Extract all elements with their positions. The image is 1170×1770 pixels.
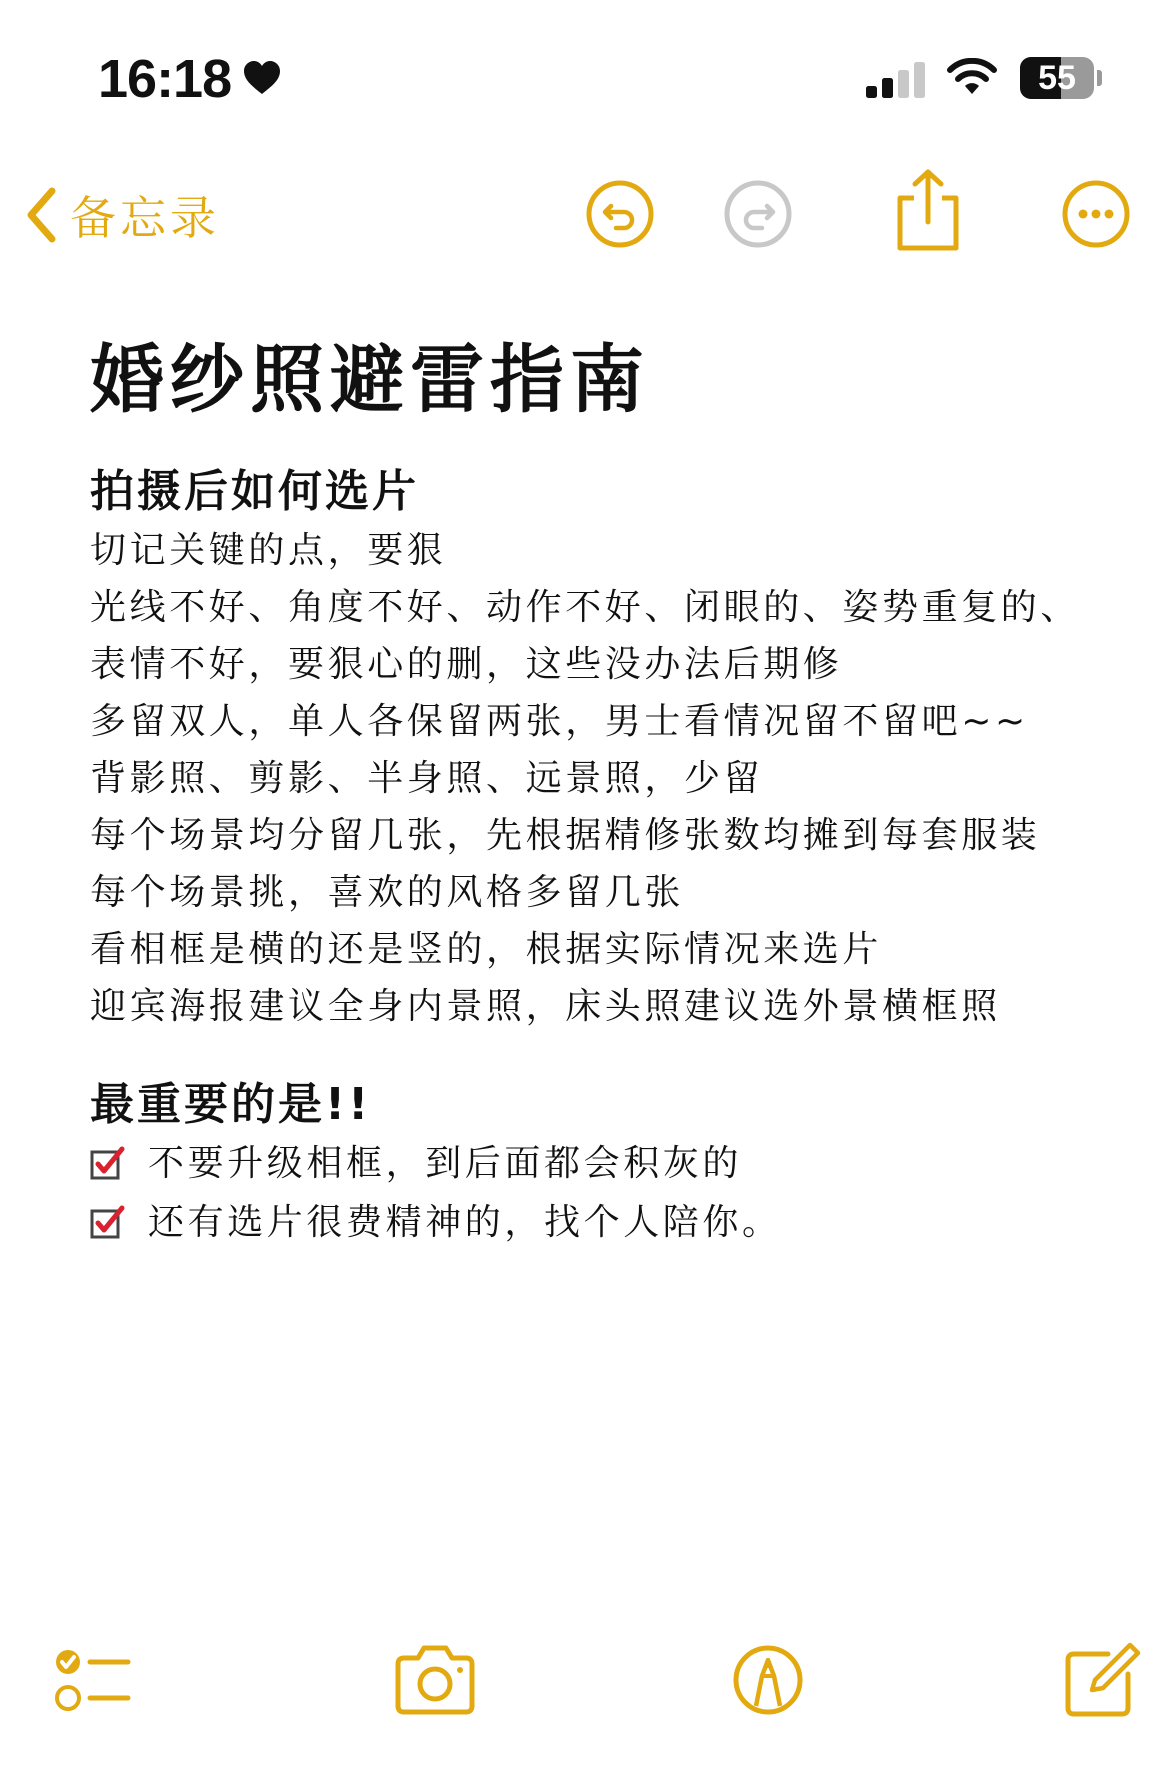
status-time: 16:18: [98, 49, 232, 109]
note-line: 每个场景均分留几张，先根据精修张数均摊到每套服装: [90, 815, 1041, 856]
compose-icon[interactable]: [1062, 1640, 1142, 1720]
cellular-signal-icon: [866, 62, 928, 98]
section-heading-selection: 拍摄后如何选片: [90, 466, 419, 517]
checklist: [90, 1135, 1100, 1251]
heart-icon: [242, 60, 282, 96]
undo-icon[interactable]: [584, 178, 656, 250]
checklist-item-label: 还有选片很费精神的，找个人陪你。: [148, 1202, 782, 1243]
section-heading-important: 最重要的是!!: [90, 1079, 372, 1130]
checked-box-icon: [90, 1205, 126, 1241]
note-title: 婚纱照避雷指南: [90, 337, 650, 423]
wifi-icon: [946, 58, 998, 98]
note-line: 光线不好、角度不好、动作不好、闭眼的、姿势重复的、: [90, 587, 1081, 628]
note-line: 背影照、剪影、半身照、远景照，少留: [90, 758, 764, 799]
checklist-item[interactable]: [90, 1135, 1100, 1192]
note-line: 切记关键的点，要狠: [90, 530, 447, 571]
camera-icon[interactable]: [392, 1640, 478, 1720]
checked-box-icon: [90, 1146, 126, 1182]
battery-icon: [1020, 57, 1102, 99]
more-icon[interactable]: [1060, 178, 1132, 250]
note-line: 多留双人，单人各保留两张，男士看情况留不留吧~~: [90, 701, 1029, 742]
note-line: 每个场景挑，喜欢的风格多留几张: [90, 872, 685, 913]
redo-icon[interactable]: [722, 178, 794, 250]
note-line: 表情不好，要狠心的删，这些没办法后期修: [90, 644, 843, 685]
checklist-item-label: 不要升级相框，到后面都会积灰的: [148, 1143, 743, 1184]
bottom-toolbar: [0, 1620, 1170, 1740]
markup-pen-icon[interactable]: [732, 1644, 804, 1716]
checklist-item[interactable]: [90, 1194, 1100, 1251]
chevron-left-icon: [26, 187, 56, 243]
back-label: 备忘录: [70, 191, 220, 245]
status-bar: [0, 0, 1170, 150]
back-button[interactable]: [26, 180, 220, 250]
checklist-icon[interactable]: [52, 1640, 132, 1720]
share-icon[interactable]: [892, 168, 964, 254]
note-line: 看相框是横的还是竖的，根据实际情况来选片: [90, 929, 883, 970]
note-body[interactable]: [90, 330, 1100, 1251]
navigation-bar: [0, 160, 1170, 270]
section-body-selection: [90, 522, 1100, 1035]
note-line: 迎宾海报建议全身内景照，床头照建议选外景横框照: [90, 986, 1001, 1027]
battery-level: 55: [1038, 59, 1076, 97]
